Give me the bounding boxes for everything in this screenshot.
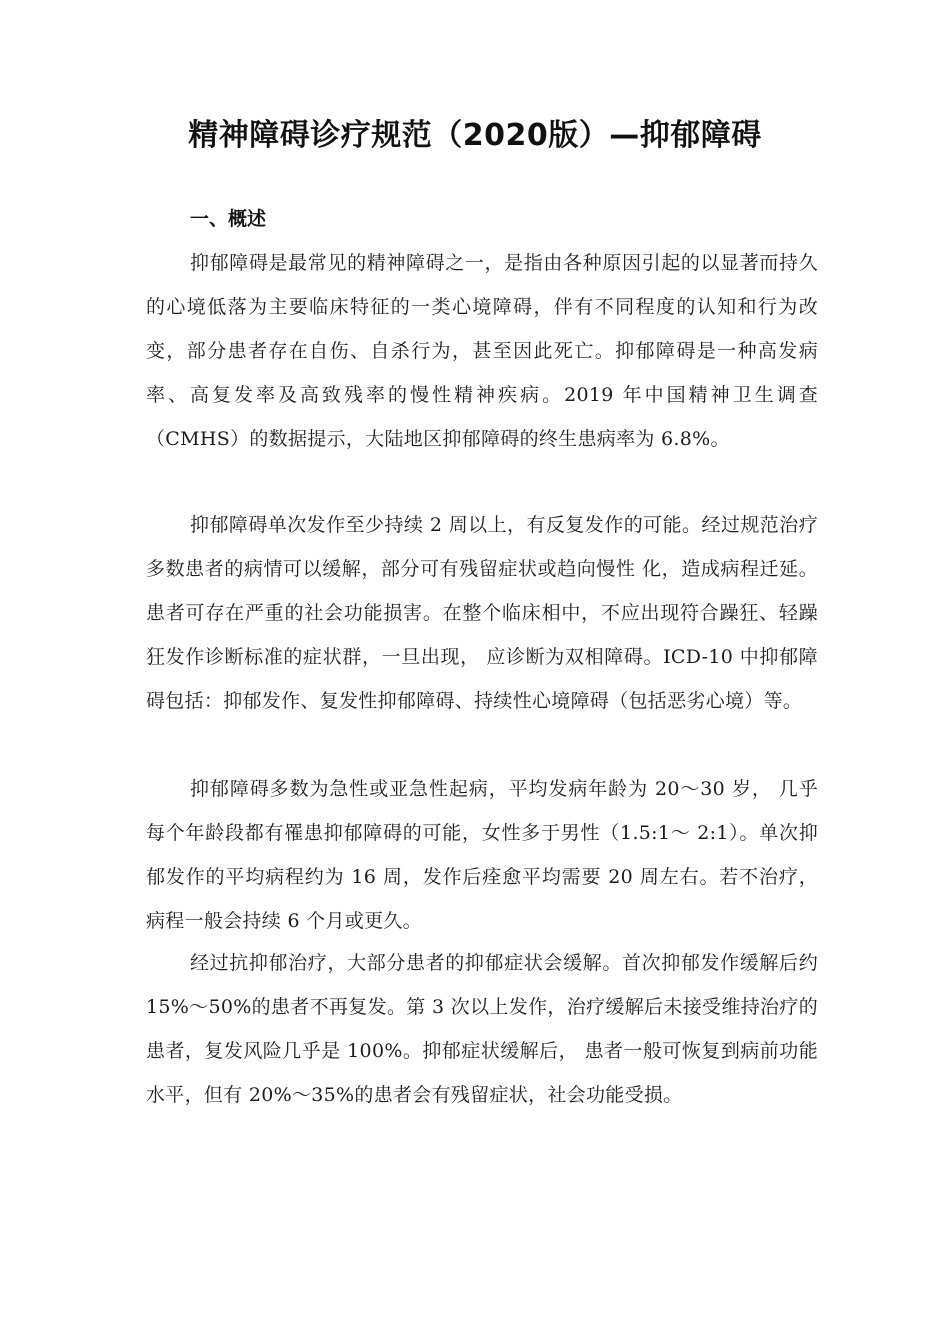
body-paragraph: 抑郁障碍是最常见的精神障碍之一，是指由各种原因引起的以显著而持久的心境低落为主要临床特征的一类心境障碍，伴有不同程度的认知和行为改变，部分患者存在自伤、自杀行为，甚至因此死亡。抑郁障碍是一种高发病率、高复发率及高致残率的慢性精神疾病。2019 年中国精神卫生调查（CMHS）的数据提示，大陆地区抑郁障碍的终生患病率为 6.8%。 bbox=[146, 252, 818, 450]
section-heading: 一、概述 bbox=[190, 208, 267, 230]
body-paragraph: 经过抗抑郁治疗，大部分患者的抑郁症状会缓解。首次抑郁发作缓解后约 15%～50%的患者不再复发。第 3 次以上发作，治疗缓解后未接受维持治疗的患者，复发风险几乎是 100%。抑郁症状缓解后， 患者一般可恢复到病前功能水平，但有 20%～35%的患者会有残留症状，社会功能受损。 bbox=[146, 952, 818, 1106]
document-title: 精神障碍诊疗规范（2020版）—抑郁障碍 bbox=[188, 118, 762, 153]
body-paragraph: 抑郁障碍多数为急性或亚急性起病，平均发病年龄为 20～30 岁， 几乎每个年龄段都有罹患抑郁障碍的可能，女性多于男性（1.5:1～ 2:1）。单次抑郁发作的平均病程约为 16 周，发作后痊愈平均需要 20 周左右。若不治疗，病程一般会持续 6 个月或更久。 bbox=[146, 778, 818, 932]
body-paragraph: 抑郁障碍单次发作至少持续 2 周以上，有反复发作的可能。经过规范治疗多数患者的病情可以缓解，部分可有残留症状或趋向慢性 化，造成病程迁延。患者可存在严重的社会功能损害。在整个临床相中，不应出现符合躁狂、轻躁狂发作诊断标准的症状群，一旦出现， 应诊断为双相障碍。ICD-10 中抑郁障碍包括：抑郁发作、复发性抑郁障碍、持续性心境障碍（包括恶劣心境）等。 bbox=[146, 514, 818, 712]
